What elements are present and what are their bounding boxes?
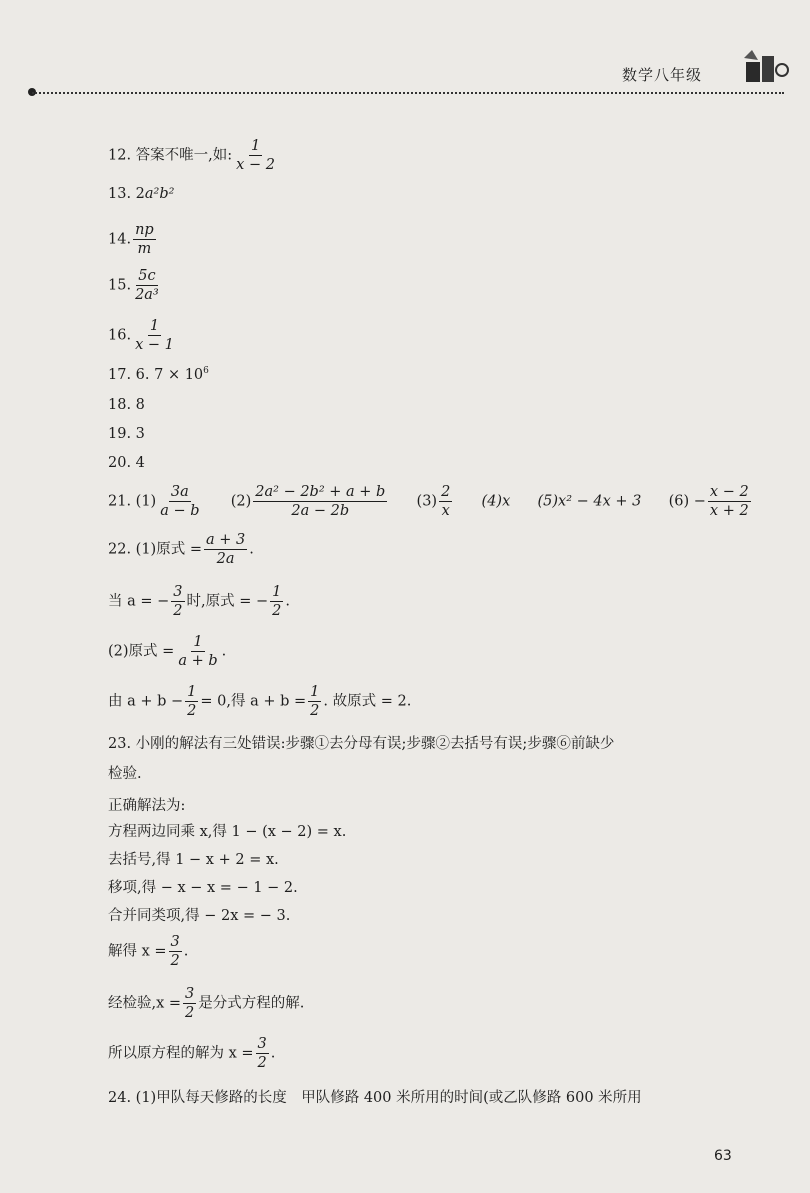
answer-14: 14. $\frac{np}{m}$ — [108, 222, 154, 257]
page-number: 63 — [714, 1148, 732, 1164]
header-title: 数学八年级 — [622, 66, 703, 84]
answer-23-intro: 正确解法为: — [108, 798, 186, 814]
answer-17: 17. 6. $7 \times 10^6$ — [108, 366, 209, 383]
answer-23-errors: 23. 小刚的解法有三处错误:步骤①去分母有误;步骤②去括号有误;步骤⑥前缺少 — [108, 736, 615, 752]
answer-21: 21. (1) $\frac{3a}{a - b}$ (2) $\frac{\text{2a² − 2b² + a + b}}{2a - 2b}$ (3) $\frac{2}{x}$ (4)x (5)x² − 4x + 3 (6) − $\frac{x - 2}{x + 2}$ — [108, 484, 749, 519]
answer-23-check: 经检验,x = $\frac{3}{2}$ 是分式方程的解. — [108, 986, 305, 1021]
answer-22-substitution: 当 a = − $\frac{3}{2}$ 时,原式 = − $\frac{1}{2}$ . — [108, 584, 290, 619]
answer-19: 19. 3 — [108, 426, 145, 442]
book-logo-icon — [740, 48, 790, 88]
answer-23-solve: 解得 x = $\frac{3}{2}$ . — [108, 934, 189, 969]
answer-23-step1: 方程两边同乘 x,得 1 − (x − 2) = x. — [108, 824, 347, 840]
answer-23-errors-cont: 检验. — [108, 766, 142, 782]
answer-23-final: 所以原方程的解为 x = $\frac{3}{2}$ . — [108, 1036, 276, 1071]
answer-22-part1: 22. (1)原式 = $\frac{a + 3}{2a}$ . — [108, 532, 254, 567]
answer-18: 18. 8 — [108, 397, 145, 413]
header-rule — [32, 92, 784, 94]
answer-23-step3: 移项,得 − x − x = − 1 − 2. — [108, 880, 298, 896]
answer-20: 20. 4 — [108, 455, 145, 471]
answer-23-step4: 合并同类项,得 − 2x = − 3. — [108, 908, 291, 924]
answer-16: 16. $\frac{1}{x - 1}$ — [108, 318, 174, 353]
answer-24: 24. (1)甲队每天修路的长度 甲队修路 400 米所用的时间(或乙队修路 600 米所用 — [108, 1090, 642, 1106]
answer-13: 13. 2a²b² — [108, 186, 175, 202]
answer-15: 15. $\frac{5c}{\text{2a³}}$ — [108, 268, 159, 303]
answer-12: 12. 答案不唯一,如: $\frac{1}{x - 2}$ — [108, 138, 275, 173]
answer-22-conclusion: 由 a + b − $\frac{1}{2}$ = 0,得 a + b = $\frac{1}{2}$ . 故原式 = 2. — [108, 684, 412, 719]
answer-23-step2: 去括号,得 1 − x + 2 = x. — [108, 852, 279, 868]
answer-22-part2: (2)原式 = $\frac{1}{a + b}$ . — [108, 634, 227, 669]
